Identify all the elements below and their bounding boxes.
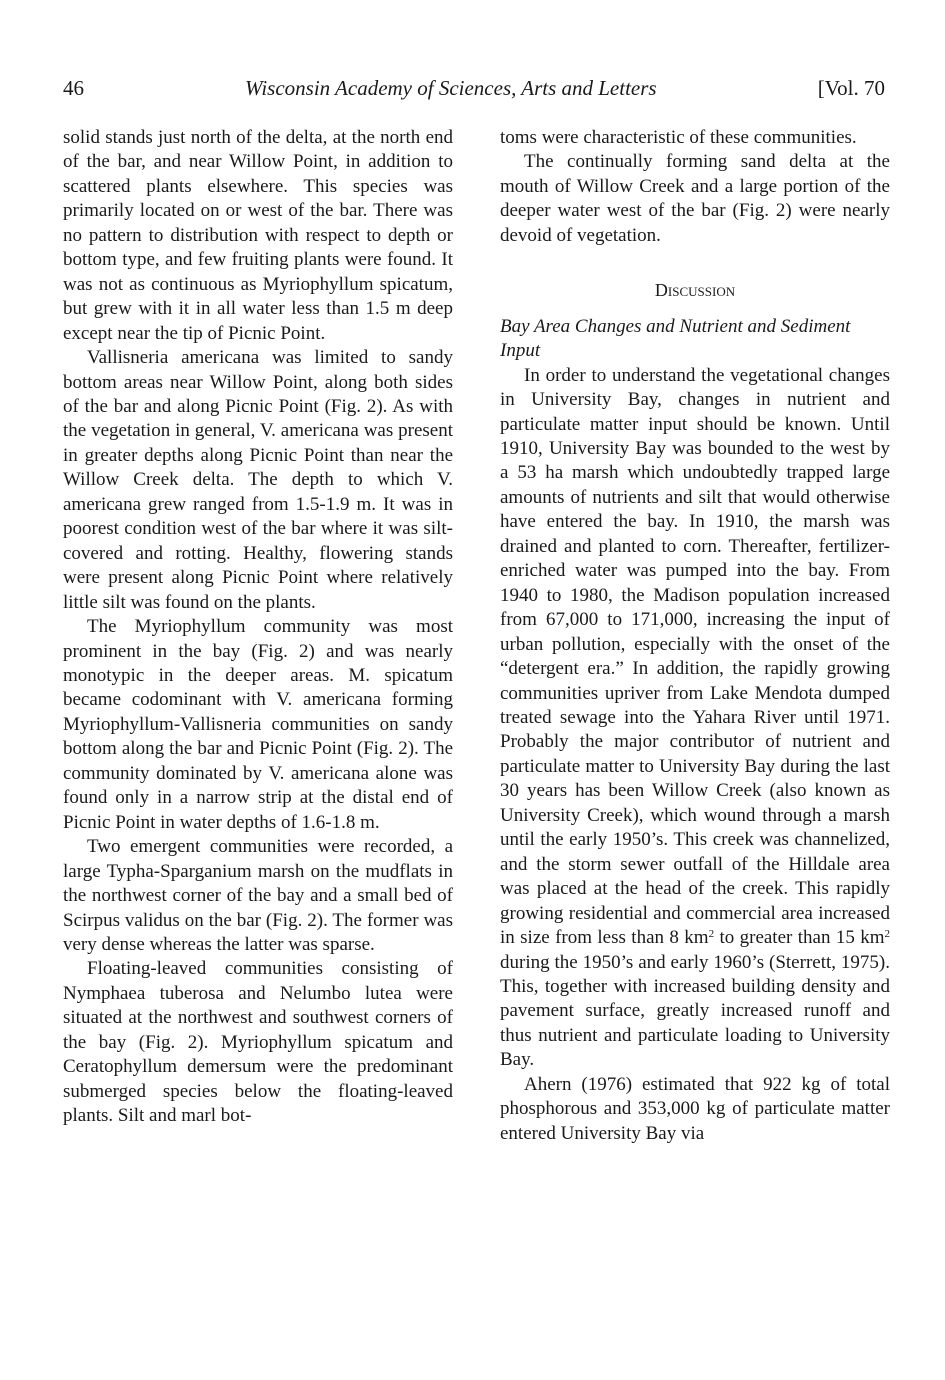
- paragraph-text: to greater than 15 km: [714, 927, 885, 949]
- paragraph: Two emergent communities were recorded, a large Typha-Sparganium marsh on the mudflats in the northwest corner of the bay and a small bed of Scirpus validus on the bar (Fig. 2). The former was very dense whereas the latter was sparse.: [63, 836, 453, 955]
- paragraph-text: during the 1950’s and early 1960’s (Sterrett, 1975). This, together with increased building density and pavement surface, greatly increased runoff and thus nutrient and particulate loading to University Bay.: [500, 951, 890, 1071]
- left-column: [63, 126, 453, 1129]
- journal-title: Wisconsin Academy of Sciences, Arts and Letters: [245, 76, 657, 100]
- section-heading: Discussion: [654, 280, 736, 301]
- paragraph: Floating-leaved communities consisting of Nymphaea tuberosa and Nelumbo lutea were situated at the northwest and southwest corners of the bay (Fig. 2). Myriophyllum spicatum and Ceratophyllum demersum were the predominant submerged species below the floating-leaved plants. Silt and marl bot-: [63, 958, 453, 1127]
- subsection-heading: Bay Area Changes and Nutrient and Sediment Input: [500, 315, 851, 362]
- running-header: [63, 76, 885, 108]
- superscript: 2: [708, 928, 715, 941]
- volume-label: [Vol. 70: [817, 76, 885, 100]
- paragraph-text: In order to understand the vegetational changes in University Bay, changes in nutrient and particulate matter input should be known. Until 1910, University Bay was bounded to the west by a 53 ha marsh which undoubtedly trapped large amounts of nutrients and silt that would otherwise have entered the bay. In 1910, the marsh was drained and planted to corn. Thereafter, fertilizer-enriched water was pumped into the bay. From 1940 to 1980, the Madison population increased from 67,000 to 171,000, increasing the input of urban pollution, especially with the onset of the “detergent era.” In addition, the rapidly growing communities upriver from Lake Mendota dumped treated sewage into the Yahara River until 1971. Probably the major contributor of nutrient and particulate matter to University Bay during the last 30 years has been Willow Creek (also known as University Creek), which wound through a marsh until the early 1950’s. This creek was channelized, and the storm sewer outfall of the Hilldale area was placed at the head of the creek. This rapidly growing residential and commercial area increased in size from less than 8 km: [500, 364, 890, 949]
- paragraph: solid stands just north of the delta, at the north end of the bar, and near Willow Point, in addition to scattered plants elsewhere. This species was primarily located on or west of the bar. There was no pattern to distribution with respect to depth or bottom type, and few fruiting plants were found. It was not as continuous as Myriophyllum spicatum, but grew with it in all water less than 1.5 m deep except near the tip of Picnic Point.: [63, 127, 453, 344]
- right-column: [500, 126, 890, 1146]
- paragraph: toms were characteristic of these communities.: [500, 127, 857, 148]
- page-number: 46: [63, 76, 84, 100]
- superscript: 2: [884, 928, 890, 941]
- paragraph: The continually forming sand delta at the mouth of Willow Creek and a large portion of the deeper water west of the bar (Fig. 2) were nearly devoid of vegetation.: [500, 151, 890, 246]
- paragraph: Vallisneria americana was limited to sandy bottom areas near Willow Point, along both sides of the bar and along Picnic Point (Fig. 2). As with the vegetation in general, V. americana was present in greater depths along Picnic Point than near the Willow Creek delta. The depth to which V. americana grew ranged from 1.5-1.9 m. It was in poorest condition west of the bar where it was silt-covered and rotting. Healthy, flowering stands were present along Picnic Point where relatively little silt was found on the plants.: [63, 347, 453, 613]
- paragraph: Ahern (1976) estimated that 922 kg of total phosphorous and 353,000 kg of particulate matter entered University Bay via: [500, 1073, 890, 1144]
- paragraph: [500, 364, 890, 1073]
- paragraph: The Myriophyllum community was most prominent in the bay (Fig. 2) and was nearly monotypic in the deeper areas. M. spicatum became codominant with V. americana forming Myriophyllum-Vallisneria communities on sandy bottom along the bar and Picnic Point (Fig. 2). The community dominated by V. americana alone was found only in a narrow strip at the distal end of Picnic Point in water depths of 1.6-1.8 m.: [63, 616, 453, 833]
